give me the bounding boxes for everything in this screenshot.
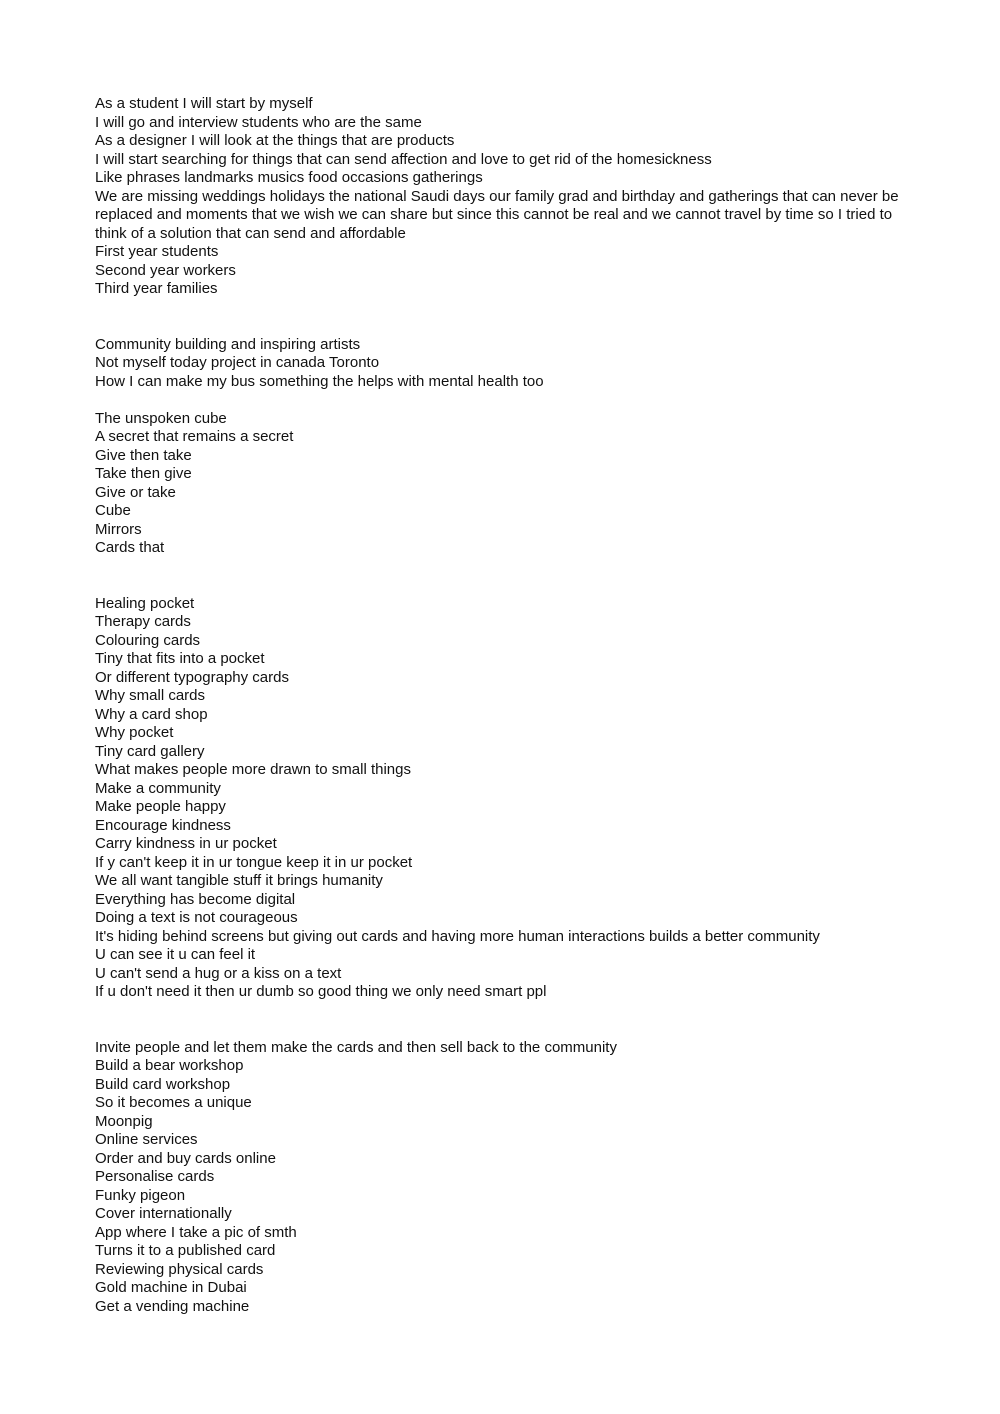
text-line: Encourage kindness: [95, 816, 231, 834]
text-line: Third year families: [95, 280, 218, 297]
text-line: Online services: [95, 1131, 198, 1148]
text-line: Tiny card gallery: [95, 742, 205, 760]
text-line: Colouring cards: [95, 631, 201, 649]
text-line: Order and buy cards online: [95, 1149, 276, 1167]
section-healing-pocket: [95, 595, 925, 1002]
text-line: Reviewing physical cards: [95, 1260, 264, 1278]
text-line: I will start searching for things that can send affection and love to get rid of the homesickness: [95, 150, 712, 168]
text-line: U can't send a hug or a kiss on a text: [95, 964, 342, 982]
text-line: Take then give: [95, 465, 192, 482]
text-line: Moonpig: [95, 1112, 153, 1130]
text-paragraph: We are missing weddings holidays the national Saudi days our family grad and birthday and gatherings that can never be replaced and moments that we wish we can share but since this cannot be real and we cannot travel by time so I tried to think of a solution that can send and affordable: [95, 187, 899, 242]
text-line: Tiny that fits into a pocket: [95, 650, 265, 667]
text-line: Give or take: [95, 483, 176, 501]
section-workshop: [95, 1039, 925, 1317]
text-line: Like phrases landmarks musics food occasions gatherings: [95, 169, 483, 186]
text-line: Why pocket: [95, 724, 174, 741]
text-line: How I can make my bus something the helps with mental health too: [95, 372, 544, 390]
text-line: Or different typography cards: [95, 668, 289, 686]
text-line: Community building and inspiring artists: [95, 335, 361, 353]
text-line: Build card workshop: [95, 1075, 231, 1093]
section-spacer: [95, 299, 925, 336]
text-line: Personalise cards: [95, 1168, 215, 1185]
text-line: Healing pocket: [95, 594, 195, 612]
text-line: We all want tangible stuff it brings humanity: [95, 872, 383, 889]
text-line: Cover internationally: [95, 1205, 232, 1222]
text-line: Build a bear workshop: [95, 1057, 244, 1074]
text-line: First year students: [95, 243, 219, 260]
text-line: If u don't need it then ur dumb so good thing we only need smart ppl: [95, 983, 547, 1000]
section-intro: [95, 95, 925, 299]
text-line: So it becomes a unique: [95, 1094, 252, 1111]
text-line: As a designer I will look at the things that are products: [95, 132, 455, 149]
text-line: Invite people and let them make the cards and then sell back to the community: [95, 1038, 617, 1056]
text-line: Cards that: [95, 539, 165, 556]
section-spacer: [95, 558, 925, 595]
text-line: U can see it u can feel it: [95, 946, 256, 963]
text-line: I will go and interview students who are the same: [95, 113, 422, 131]
text-line: Make a community: [95, 779, 221, 797]
text-line: Give then take: [95, 446, 192, 464]
text-line: If y can't keep it in ur tongue keep it in ur pocket: [95, 853, 413, 871]
document-page: [95, 95, 925, 1316]
text-line: Why small cards: [95, 687, 206, 704]
text-line: Why a card shop: [95, 705, 208, 723]
text-line: Gold machine in Dubai: [95, 1279, 247, 1296]
section-community: [95, 336, 925, 392]
section-spacer: [95, 1002, 925, 1039]
text-line: Doing a text is not courageous: [95, 909, 298, 926]
text-line: As a student I will start by myself: [95, 95, 313, 112]
text-line: App where I take a pic of smth: [95, 1223, 297, 1241]
text-line: Turns it to a published card: [95, 1242, 276, 1259]
text-line: A secret that remains a secret: [95, 428, 294, 445]
text-line: The unspoken cube: [95, 409, 227, 427]
text-line: What makes people more drawn to small things: [95, 761, 411, 778]
text-line: Make people happy: [95, 798, 226, 815]
text-line: Funky pigeon: [95, 1186, 186, 1204]
text-line: Cube: [95, 502, 131, 519]
text-line: Not myself today project in canada Toronto: [95, 354, 380, 371]
text-line: Everything has become digital: [95, 890, 296, 908]
text-line: It's hiding behind screens but giving out cards and having more human interactions builds a better community: [95, 927, 820, 945]
text-line: Carry kindness in ur pocket: [95, 835, 277, 852]
text-line: Mirrors: [95, 520, 142, 538]
text-line: Get a vending machine: [95, 1297, 250, 1315]
section-spacer: [95, 391, 925, 410]
section-cube: [95, 410, 925, 558]
text-line: Therapy cards: [95, 613, 191, 630]
text-line: Second year workers: [95, 261, 236, 279]
